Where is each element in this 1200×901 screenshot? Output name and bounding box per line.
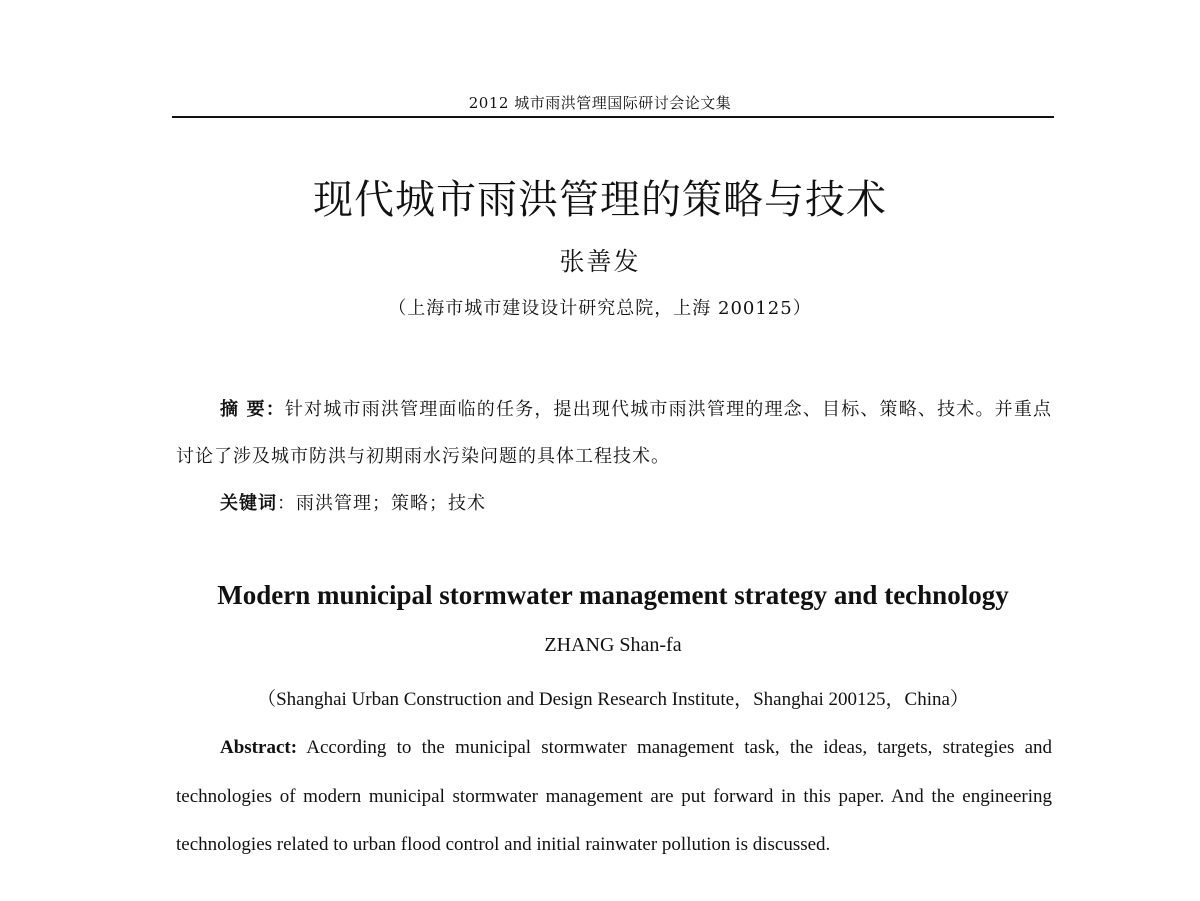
affiliation-cn: （上海市城市建设设计研究总院，上海 200125） — [388, 298, 812, 319]
affiliation-en: （Shanghai Urban Construction and Design Research Institute，Shanghai 200125，China） — [257, 689, 969, 710]
abstract-en-label: Abstract: — [220, 737, 298, 758]
abstract-cn-label: 摘 要 — [220, 399, 266, 420]
running-header: 2012 城市雨洪管理国际研讨会论文集 — [468, 94, 732, 112]
author-en: ZHANG Shan-fa — [544, 634, 682, 656]
keywords-cn-label: 关键词 — [220, 493, 277, 514]
abstract-cn — [176, 386, 1052, 480]
paper-title-en: Modern municipal stormwater management strategy and technology — [217, 580, 1009, 610]
author-cn: 张善发 — [559, 247, 641, 276]
keywords-cn-text: 雨洪管理；策略；技术 — [296, 493, 486, 514]
abstract-en-text: According to the municipal stormwater management task, the ideas, targets, strategies and technologies of modern municipal stormwater management are put forward in this paper. And the engineering technologies related to urban flood control and initial rainwater pollution is discussed. — [176, 737, 1052, 855]
abstract-en — [176, 724, 1052, 870]
abstract-cn-text: 针对城市雨洪管理面临的任务，提出现代城市雨洪管理的理念、目标、策略、技术。并重点讨论了涉及城市防洪与初期雨水污染问题的具体工程技术。 — [176, 399, 1052, 467]
abstract-cn-sep: ： — [265, 399, 285, 420]
keywords-cn — [220, 480, 1052, 527]
header-rule — [172, 116, 1054, 118]
keywords-cn-sep: ： — [277, 493, 296, 514]
paper-title-cn: 现代城市雨洪管理的策略与技术 — [313, 177, 887, 223]
